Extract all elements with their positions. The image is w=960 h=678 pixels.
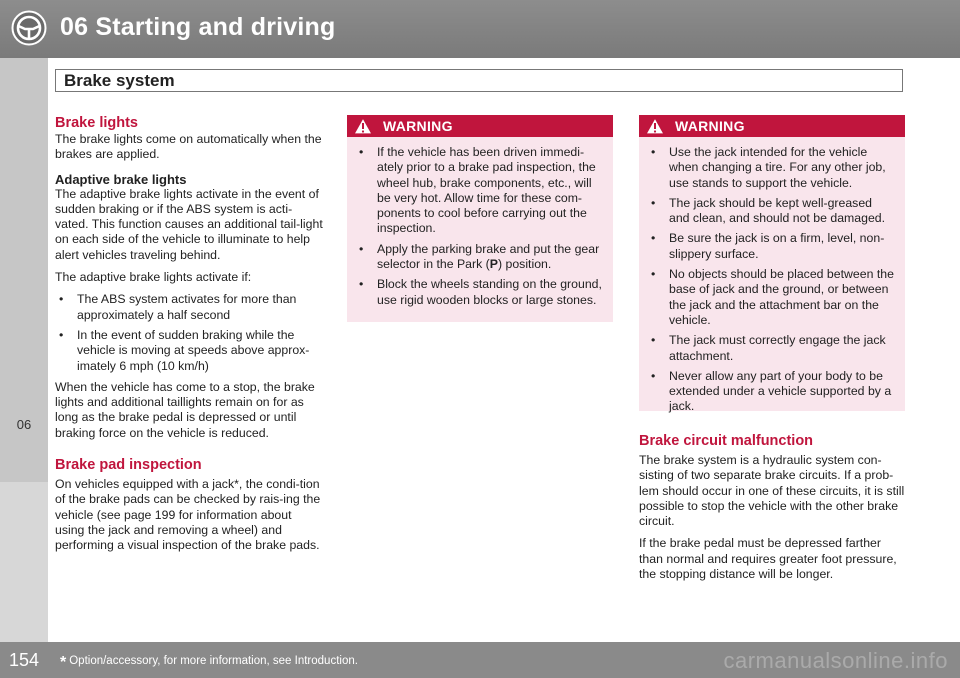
chapter-tab: 06 — [16, 417, 32, 432]
list-item-text: ) position. — [497, 257, 552, 272]
list-item-text: Apply the parking brake and put the gear selector in the Park ( — [377, 241, 600, 272]
warning-header — [347, 115, 613, 137]
footnote — [60, 654, 358, 672]
warning-box-jack — [639, 115, 905, 414]
section-title: Brake system — [64, 71, 175, 90]
adaptive-brake-lights-text: The adaptive brake lights activate in the event of sudden braking or if the ABS system is acti-vated. This function causes an additional tail-light on each side of the vehicle to illuminate to help alert vehicles traveling behind. — [55, 186, 323, 262]
watermark: carmanualsonline.info — [723, 648, 948, 673]
list-item — [355, 242, 603, 273]
warning-triangle-icon — [353, 117, 373, 135]
page-footer — [0, 642, 960, 678]
list-item: • The jack must correctly engage the jack attachment. — [647, 333, 895, 364]
warning-header — [639, 115, 905, 137]
section-bar — [55, 69, 903, 92]
warning-triangle-icon — [645, 117, 665, 135]
side-strip-lower — [0, 482, 48, 642]
brake-pad-inspection-text: On vehicles equipped with a jack*, the condi-tion of the brake pads can be checked by rais-ing the vehicle (see page 199 for information about using the jack and removing a wheel) and performing a visual inspection of the brake pads. — [55, 477, 321, 553]
steering-wheel-icon — [11, 10, 47, 46]
list-item: • Be sure the jack is on a firm, level, non-slippery surface. — [647, 231, 895, 262]
stop-text: When the vehicle has come to a stop, the brake lights and additional taillights remain on for as long as the brake pedal is depressed or until braking force on the vehicle is reduced. — [55, 379, 315, 440]
brake-pedal-text: If the brake pedal must be depressed farther than normal and requires greater foot pressure, the stopping distance will be longer. — [639, 536, 897, 582]
list-item: • Block the wheels standing on the ground, use rigid wooden blocks or large stones. — [355, 277, 603, 308]
brake-circuit-malfunction-heading: Brake circuit malfunction — [639, 433, 814, 449]
adaptive-brake-lights-heading: Adaptive brake lights — [55, 171, 187, 187]
list-item: • No objects should be placed between the base of jack and the ground, or between the jack and the attachment bar on the vehicle. — [647, 267, 895, 328]
list-item: • If the vehicle has been driven immedi-ately prior to a brake pad inspection, the wheel hub, brake components, etc., will be very hot. Allow time for these com-ponents to cool before carrying out the inspection. — [355, 145, 603, 237]
warning-title: WARNING — [383, 118, 453, 134]
warning-list — [355, 145, 603, 308]
brake-lights-text: The brake lights come on automatically when the brakes are applied. — [55, 132, 322, 162]
activate-list — [55, 292, 323, 373]
brake-lights-heading: Brake lights — [55, 115, 138, 131]
list-item: • Use the jack intended for the vehicle when changing a tire. For any other job, use stands to support the vehicle. — [647, 145, 895, 191]
warning-box-brake-pads — [347, 115, 613, 322]
list-item: • In the event of sudden braking while the vehicle is moving at speeds above approx-imately 6 mph (10 km/h) — [55, 328, 323, 374]
list-item: • Never allow any part of your body to be extended under a vehicle supported by a jack. — [647, 369, 895, 415]
warning-body — [639, 137, 905, 415]
right-column — [639, 433, 905, 589]
brake-pad-inspection-heading: Brake pad inspection — [55, 457, 202, 474]
footnote-text: Option/accessory, for more information, see Introduction. — [69, 655, 358, 667]
park-position-label: P — [489, 257, 498, 272]
page-number: 154 — [9, 650, 40, 670]
footnote-mark: * — [60, 654, 67, 671]
chapter-header — [0, 0, 960, 58]
list-item: • The ABS system activates for more than approximately a half second — [55, 292, 323, 323]
brake-circuit-text: The brake system is a hydraulic system con-sisting of two separate brake circuits. If a prob-lem should occur in one of these circuits, it is still possible to stop the vehicle with the other brake circuit. — [639, 453, 905, 529]
left-column — [55, 115, 323, 561]
chapter-title: 06 Starting and driving — [60, 13, 336, 41]
activate-intro: The adaptive brake lights activate if: — [55, 270, 252, 285]
warning-body — [347, 137, 613, 308]
warning-title: WARNING — [675, 118, 745, 134]
list-item: • The jack should be kept well-greased and clean, and should not be damaged. — [647, 196, 895, 227]
warning-list — [647, 145, 895, 415]
